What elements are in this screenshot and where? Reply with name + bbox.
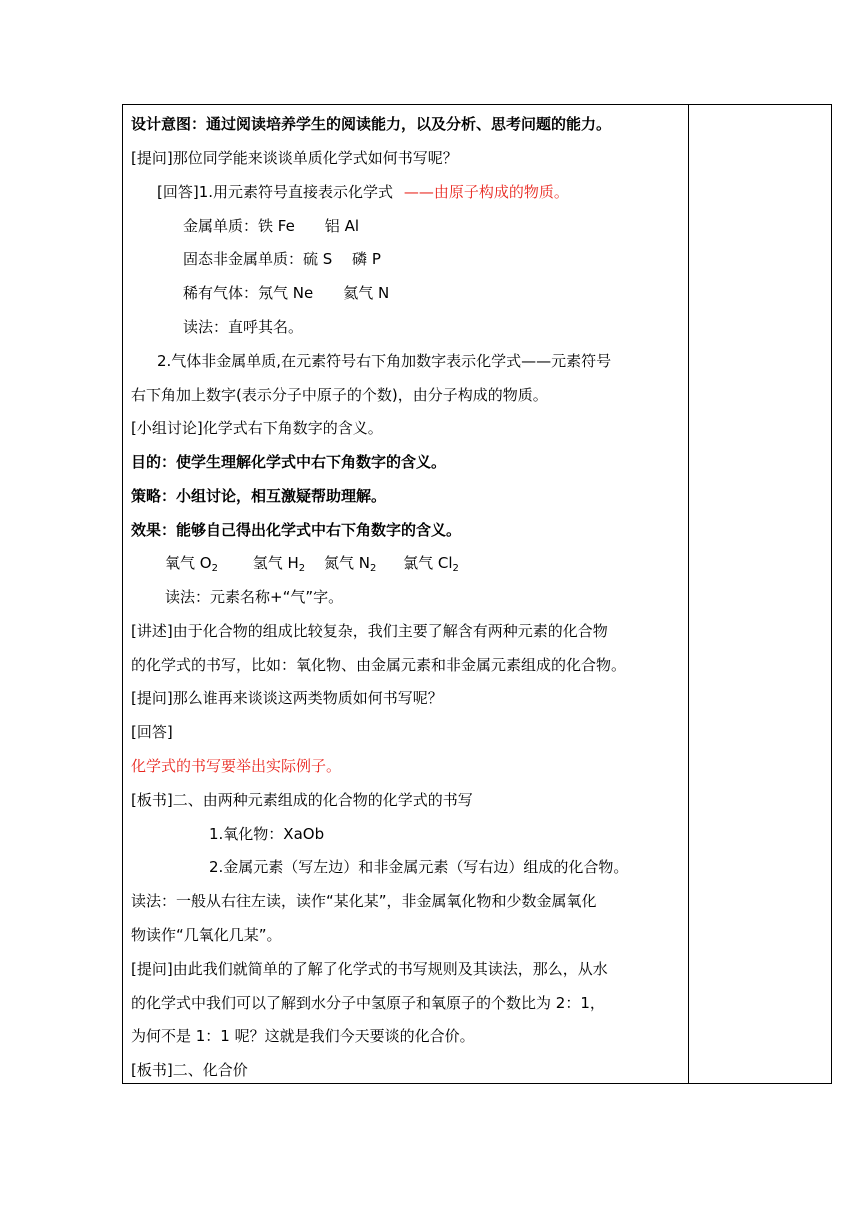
question-2: [提问]那么谁再来谈谈这两类物质如何书写呢？ — [131, 689, 443, 707]
answer-1-note: ——由原子构成的物质。 — [403, 183, 569, 201]
board-writing-2: [板书]二、化合价 — [131, 1061, 248, 1079]
lecture: [讲述]由于化合物的组成比较复杂，我们主要了解含有两种元素的化合物 — [131, 622, 608, 640]
question-3: [提问]由此我们就简单的了解了化学式的书写规则及其读法，那么，从水 — [131, 960, 608, 978]
gas-nonmetal-rule-cont: 右下角加上数字(表示分子中原子的个数)，由分子构成的物质。 — [131, 386, 548, 404]
side-notes-cell — [689, 105, 831, 1083]
question-1: [提问]那位同学能来谈谈单质化学式如何书写呢？ — [131, 149, 458, 167]
lesson-table — [122, 104, 832, 1084]
metal-elements: 金属单质：铁 Fe 铝 Al — [183, 217, 360, 235]
reading-rule-2: 读法：元素名称+“气”字。 — [165, 588, 344, 606]
oxide-formula: 1.氧化物：XaOb — [209, 825, 325, 843]
chlorine-formula: 氯气 $Cl_2$ — [403, 554, 459, 574]
metal-nonmetal-compound: 2.金属元素（写左边）和非金属元素（写右边）组成的化合物。 — [209, 858, 629, 876]
board-writing-1: [板书]二、由两种元素组成的化合物的化学式的书写 — [131, 791, 473, 809]
reading-rule-3-cont: 物读作“几氧化几某”。 — [131, 926, 282, 944]
solid-nonmetal-elements: 固态非金属单质：硫 S 磷 P — [183, 250, 381, 268]
lecture-cont: 的化学式的书写，比如：氧化物、由金属元素和非金属元素组成的化合物。 — [131, 656, 627, 674]
reading-rule-3: 读法：一般从右往左读，读作“某化某”，非金属氧化物和少数金属氧化 — [131, 892, 597, 910]
noble-gases: 稀有气体：氖气 Ne 氦气 N — [183, 284, 390, 302]
question-3-cont: 的化学式中我们可以了解到水分子中氢原子和氧原子的个数比为 2：1， — [131, 994, 605, 1012]
hydrogen-formula: 氢气 $H_2$ — [252, 554, 306, 574]
effect: 效果：能够自己得出化学式中右下角数字的含义。 — [131, 521, 462, 539]
purpose: 目的：使学生理解化学式中右下角数字的含义。 — [131, 453, 447, 471]
answer-1-text: [回答]1.用元素符号直接表示化学式 — [157, 183, 394, 201]
oxygen-formula: 氧气 $O_2$ — [165, 554, 218, 574]
example-note: 化学式的书写要举出实际例子。 — [131, 757, 342, 775]
design-intent: 设计意图：通过阅读培养学生的阅读能力，以及分析、思考问题的能力。 — [131, 115, 612, 133]
strategy: 策略：小组讨论，相互激疑帮助理解。 — [131, 487, 387, 505]
question-3-end: 为何不是 1：1 呢？这就是我们今天要谈的化合价。 — [131, 1027, 475, 1045]
reading-rule-1: 读法：直呼其名。 — [183, 318, 304, 336]
gas-formula-examples — [165, 553, 459, 573]
answer-2: [回答] — [131, 723, 173, 741]
answer-1 — [157, 182, 569, 202]
nitrogen-formula: 氮气 $N_2$ — [323, 554, 377, 574]
gas-nonmetal-rule: 2.气体非金属单质,在元素符号右下角加数字表示化学式——元素符号 — [157, 352, 612, 370]
group-discussion: [小组讨论]化学式右下角数字的含义。 — [131, 419, 383, 437]
